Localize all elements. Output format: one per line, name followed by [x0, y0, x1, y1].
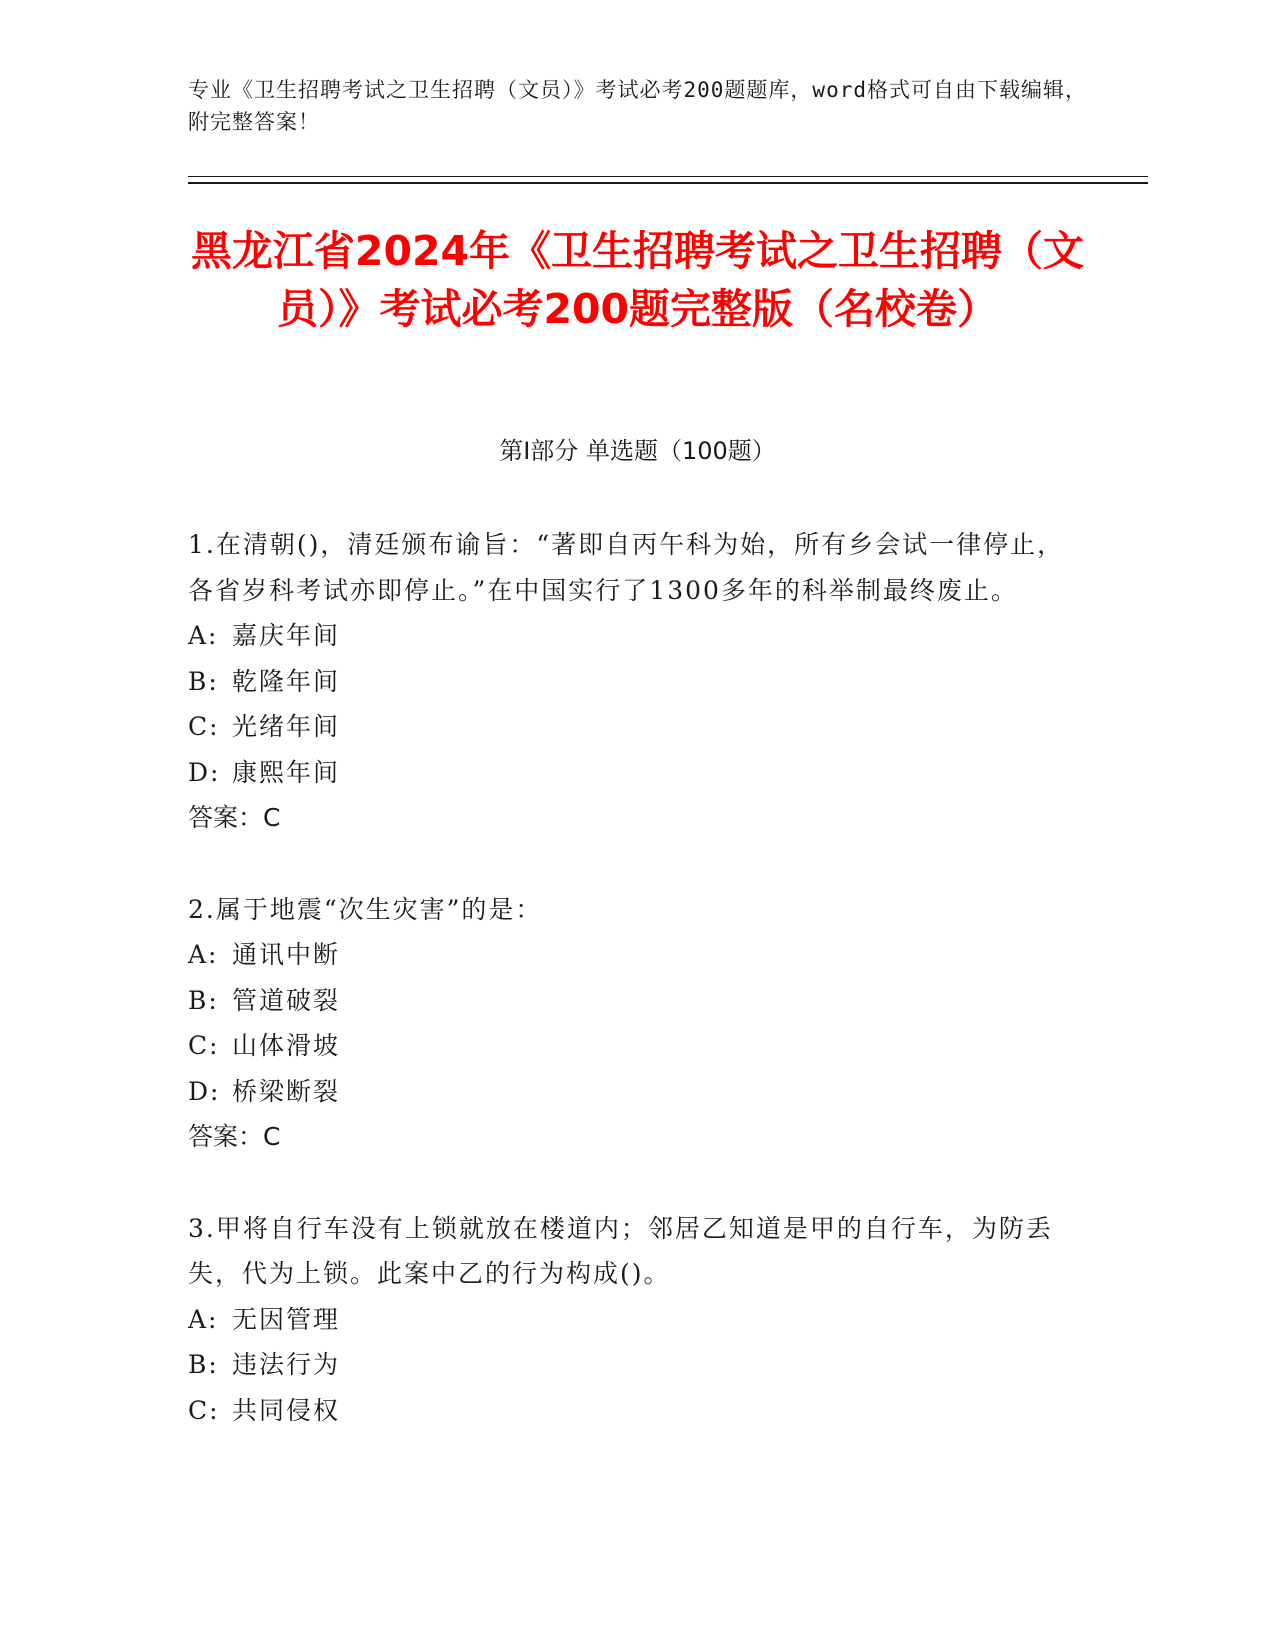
option-key: D: [188, 757, 221, 787]
answer-line: 答案：C [188, 1122, 281, 1151]
section-heading: 第Ⅰ部分 单选题（100题） [499, 437, 776, 465]
option-b [188, 659, 1068, 705]
option-text: 违法行为 [232, 1350, 341, 1379]
question-1 [188, 522, 1068, 841]
question-list [188, 522, 1068, 1479]
option-b [188, 978, 1068, 1024]
option-key: B: [188, 1350, 219, 1379]
option-key: B: [188, 985, 219, 1015]
option-text: 共同侵权 [232, 1395, 341, 1425]
question-stem: 1.在清朝()，清廷颁布谕旨：“著即自丙午科为始，所有乡会试一律停止，各省岁科考试亦即停止。”在中国实行了1300多年的科举制最终废止。 [188, 530, 1065, 605]
header-note: 专业《卫生招聘考试之卫生招聘（文员）》考试必考200题题库，word格式可自由下载编辑，附完整答案！ [188, 78, 1087, 134]
option-text: 光绪年间 [232, 712, 341, 741]
header-divider-thick [188, 182, 1148, 184]
answer-line: 答案：C [188, 803, 281, 832]
question-stem: 2.属于地震“次生灾害”的是： [188, 894, 543, 924]
option-d [188, 750, 1068, 796]
option-key: A: [188, 940, 219, 969]
option-text: 康熙年间 [232, 757, 341, 787]
option-c [188, 704, 1068, 750]
option-a [188, 1297, 1068, 1343]
option-key: B: [188, 666, 219, 696]
option-c [188, 1023, 1068, 1069]
option-key: A: [188, 621, 219, 650]
option-d [188, 1069, 1068, 1115]
option-text: 通讯中断 [232, 940, 341, 969]
header-divider-thin [188, 176, 1148, 177]
option-text: 无因管理 [232, 1304, 341, 1334]
question-stem: 3.甲将自行车没有上锁就放在楼道内；邻居乙知道是甲的自行车，为防丢失，代为上锁。此案中乙的行为构成()。 [188, 1213, 1053, 1288]
option-a [188, 613, 1068, 659]
option-c [188, 1388, 1068, 1434]
option-key: C: [188, 1031, 220, 1060]
option-key: A: [188, 1304, 219, 1334]
question-3 [188, 1206, 1068, 1434]
option-text: 桥梁断裂 [232, 1076, 341, 1106]
document-title: 黑龙江省2024年《卫生招聘考试之卫生招聘（文员）》考试必考200题完整版（名校卷） [190, 227, 1085, 333]
option-text: 嘉庆年间 [232, 621, 341, 650]
option-text: 山体滑坡 [232, 1031, 341, 1060]
option-key: D: [188, 1076, 221, 1106]
option-a [188, 932, 1068, 978]
option-key: C: [188, 1395, 220, 1425]
option-key: C: [188, 712, 220, 741]
question-2 [188, 887, 1068, 1160]
option-text: 管道破裂 [232, 985, 341, 1015]
option-b [188, 1342, 1068, 1388]
option-text: 乾隆年间 [232, 666, 341, 696]
